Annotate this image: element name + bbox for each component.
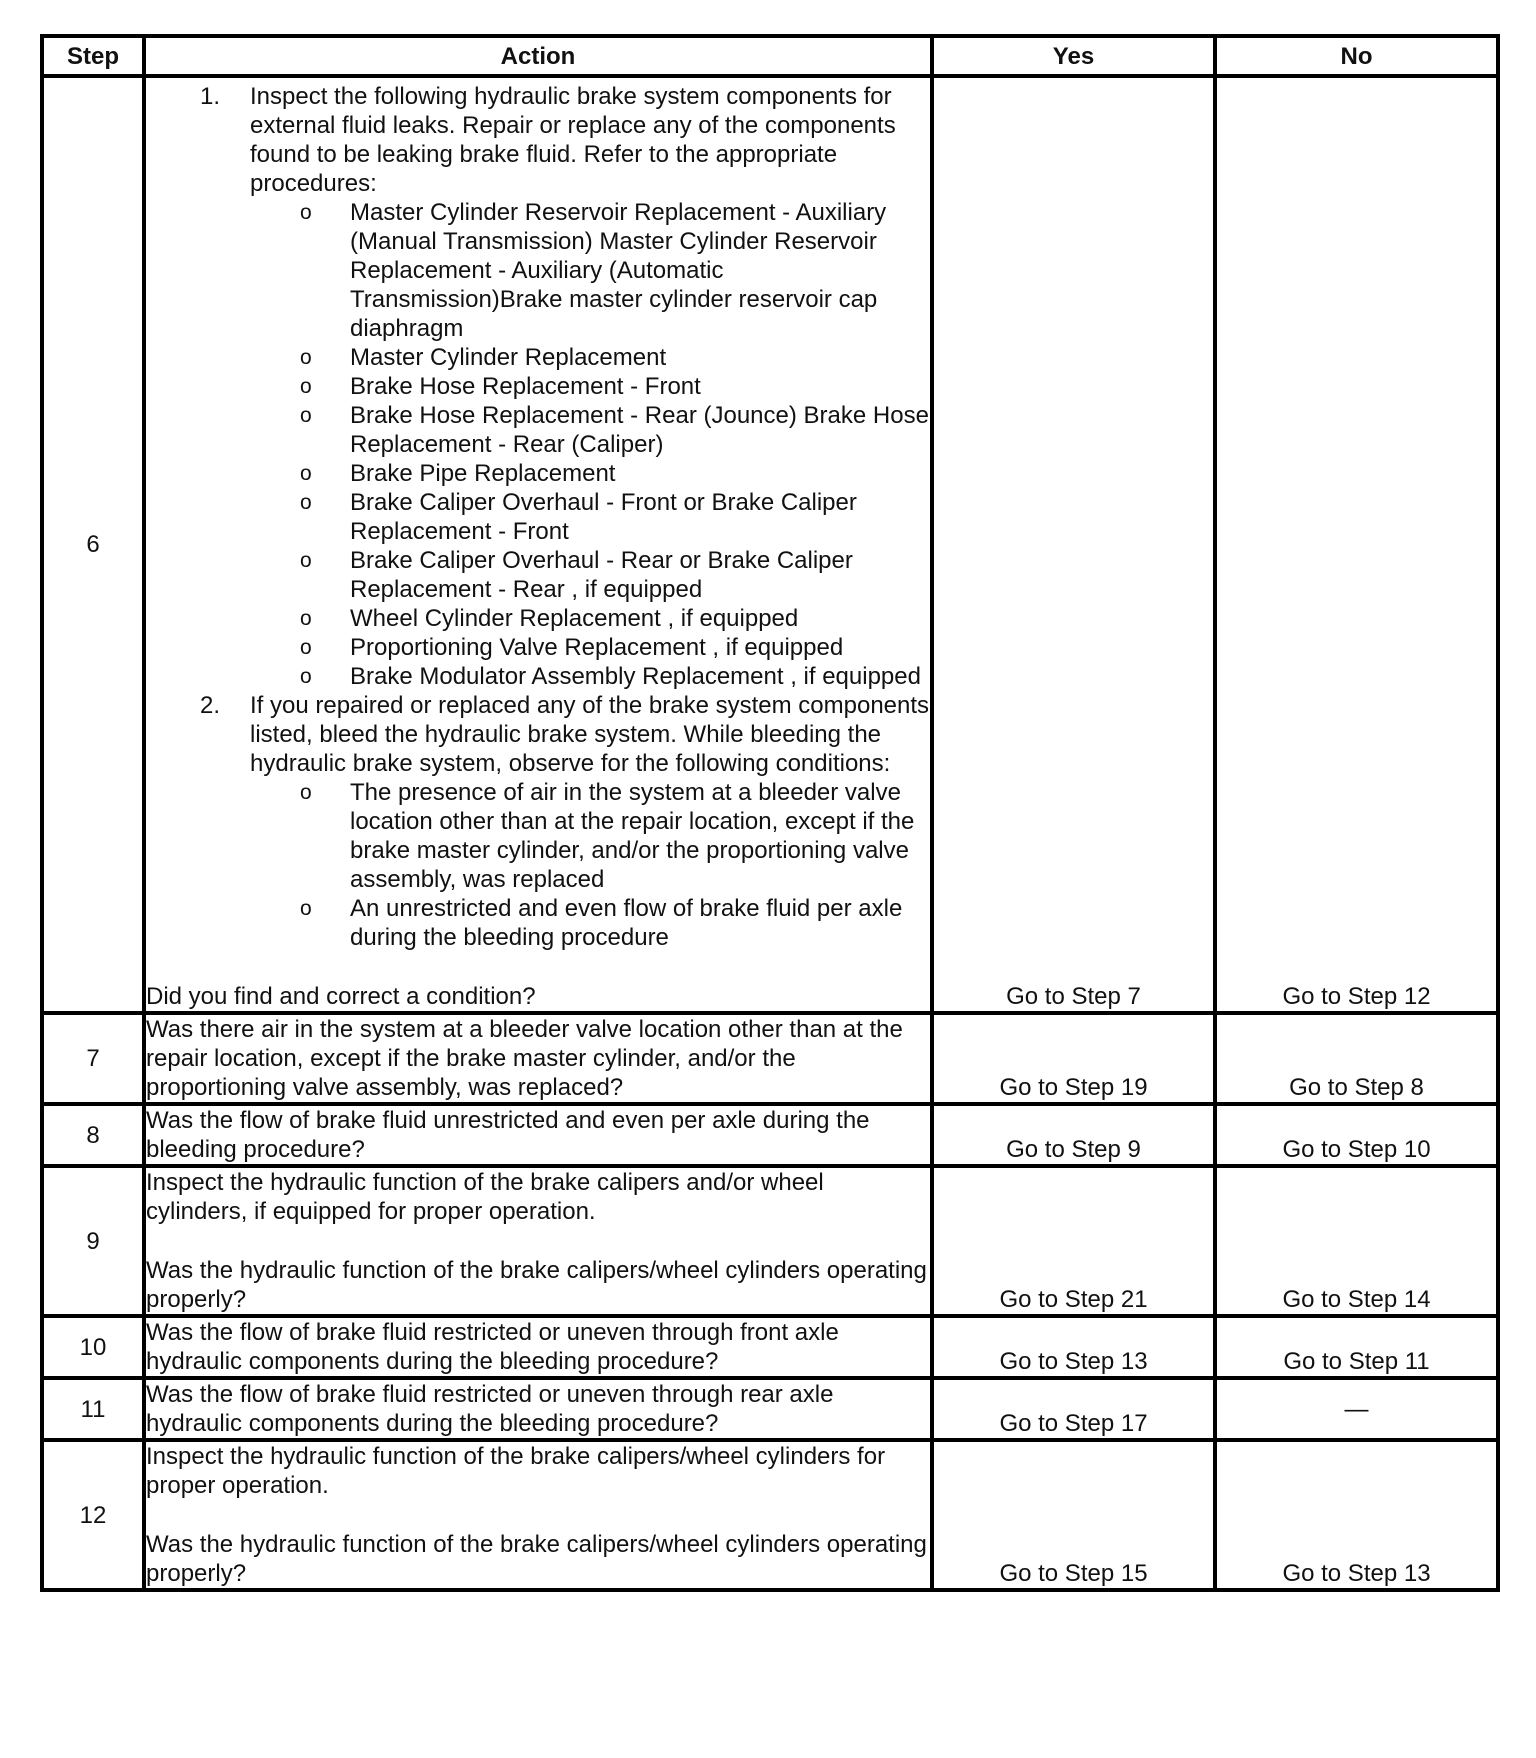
action-cell [144,1316,932,1378]
sub-item [150,401,930,459]
sub-item-text: Master Cylinder Replacement [350,344,667,371]
bullet-icon: o [300,549,312,572]
diagnostic-table [40,34,1500,1592]
step-number: 9 [42,1166,144,1316]
item-number: 2. [200,692,221,719]
action-cell [144,1104,932,1166]
table-row-step-9 [42,1166,1498,1316]
table-row-step-12 [42,1440,1498,1590]
question-text: Was the flow of brake fluid restricted or uneven through rear axle hydraulic components during the bleeding procedure? [146,1381,834,1437]
question-text: Was the hydraulic function of the brake calipers/wheel cylinders operating properly? [146,1257,927,1313]
table-row-step-6 [42,76,1498,1013]
no-cell: Go to Step 8 [1215,1013,1498,1104]
no-cell: Go to Step 14 [1215,1166,1498,1316]
procedure-list [146,82,930,952]
sub-item [150,894,930,952]
sub-item [150,604,930,633]
sub-item-text: Wheel Cylinder Replacement , if equipped [350,605,799,632]
header-no: No [1215,36,1498,76]
sub-item [150,662,930,691]
bullet-icon: o [300,491,312,514]
sub-item-text: Brake Hose Replacement - Rear (Jounce) Brake Hose Replacement - Rear (Caliper) [350,402,929,458]
yes-cell: Go to Step 21 [932,1166,1215,1316]
question-text: Was the flow of brake fluid unrestricted and even per axle during the bleeding procedure? [146,1107,870,1163]
bullet-icon: o [300,201,312,224]
sub-item [150,198,930,343]
item-text: If you repaired or replaced any of the brake system components listed, bleed the hydraulic brake system. While bleeding the hydraulic brake system, observe for the following conditions: [250,692,930,777]
no-cell: — [1215,1378,1498,1440]
action-cell [144,1440,932,1590]
question-text: Did you find and correct a condition? [146,983,536,1010]
header-action: Action [144,36,932,76]
sub-item [150,633,930,662]
yes-cell: Go to Step 17 [932,1378,1215,1440]
sub-item-text: The presence of air in the system at a bleeder valve location other than at the repair location, except if the brake master cylinder, and/or the proportioning valve assembly, was replaced [350,779,915,893]
bullet-icon: o [300,404,312,427]
header-row [42,36,1498,76]
step-number: 12 [42,1440,144,1590]
item-number: 1. [200,83,221,110]
instruction-text: Inspect the hydraulic function of the brake calipers/wheel cylinders for proper operation. [146,1443,886,1499]
step-number: 6 [42,76,144,1013]
step-number: 11 [42,1378,144,1440]
yes-cell: Go to Step 9 [932,1104,1215,1166]
item-text: Inspect the following hydraulic brake system components for external fluid leaks. Repair or replace any of the components found to be leaking brake fluid. Refer to the appropriate procedures: [250,83,896,197]
table-row-step-7 [42,1013,1498,1104]
no-cell: Go to Step 11 [1215,1316,1498,1378]
table-row-step-11 [42,1378,1498,1440]
sub-item-text: An unrestricted and even flow of brake fluid per axle during the bleeding procedure [350,895,903,951]
yes-cell: Go to Step 19 [932,1013,1215,1104]
header-yes: Yes [932,36,1215,76]
question-text: Was the flow of brake fluid restricted or uneven through front axle hydraulic components during the bleeding procedure? [146,1319,839,1375]
header-step: Step [42,36,144,76]
action-cell [144,1378,932,1440]
table-row-step-8 [42,1104,1498,1166]
sub-item-text: Brake Caliper Overhaul - Rear or Brake Caliper Replacement - Rear , if equipped [350,547,853,603]
yes-cell: Go to Step 7 [932,76,1215,1013]
no-cell: Go to Step 10 [1215,1104,1498,1166]
sub-item [150,778,930,894]
yes-cell: Go to Step 13 [932,1316,1215,1378]
sub-item-text: Master Cylinder Reservoir Replacement - Auxiliary (Manual Transmission) Master Cylinder Reservoir Replacement - Auxiliary (Automatic Transmission)Brake master cylinder reservoir cap diaphragm [350,199,887,342]
procedure-item-1 [146,82,930,691]
sub-item-text: Brake Modulator Assembly Replacement , if equipped [350,663,921,690]
sub-item [150,372,930,401]
step-number: 10 [42,1316,144,1378]
sub-item [150,459,930,488]
bullet-icon: o [300,636,312,659]
procedure-item-2 [146,691,930,952]
bullet-icon: o [300,462,312,485]
sub-item [150,488,930,546]
sub-item [150,546,930,604]
step-number: 8 [42,1104,144,1166]
question-text: Was there air in the system at a bleeder valve location other than at the repair location, except if the brake master cylinder, and/or the proportioning valve assembly, was replaced? [146,1016,903,1101]
bullet-icon: o [300,897,312,920]
no-cell: Go to Step 12 [1215,76,1498,1013]
table-row-step-10 [42,1316,1498,1378]
instruction-text: Inspect the hydraulic function of the brake calipers and/or wheel cylinders, if equipped for proper operation. [146,1169,824,1225]
sub-list [250,778,930,952]
action-cell [144,1013,932,1104]
action-cell [144,1166,932,1316]
bullet-icon: o [300,375,312,398]
step-number: 7 [42,1013,144,1104]
sub-item-text: Brake Caliper Overhaul - Front or Brake Caliper Replacement - Front [350,489,857,545]
sub-item-text: Brake Hose Replacement - Front [350,373,701,400]
sub-item [150,343,930,372]
question-text: Was the hydraulic function of the brake calipers/wheel cylinders operating properly? [146,1531,927,1587]
bullet-icon: o [300,346,312,369]
sub-item-text: Brake Pipe Replacement [350,460,616,487]
yes-cell: Go to Step 15 [932,1440,1215,1590]
action-cell [144,76,932,1013]
no-cell: Go to Step 13 [1215,1440,1498,1590]
sub-item-text: Proportioning Valve Replacement , if equipped [350,634,844,661]
bullet-icon: o [300,607,312,630]
bullet-icon: o [300,665,312,688]
sub-list [250,198,930,691]
bullet-icon: o [300,781,312,804]
